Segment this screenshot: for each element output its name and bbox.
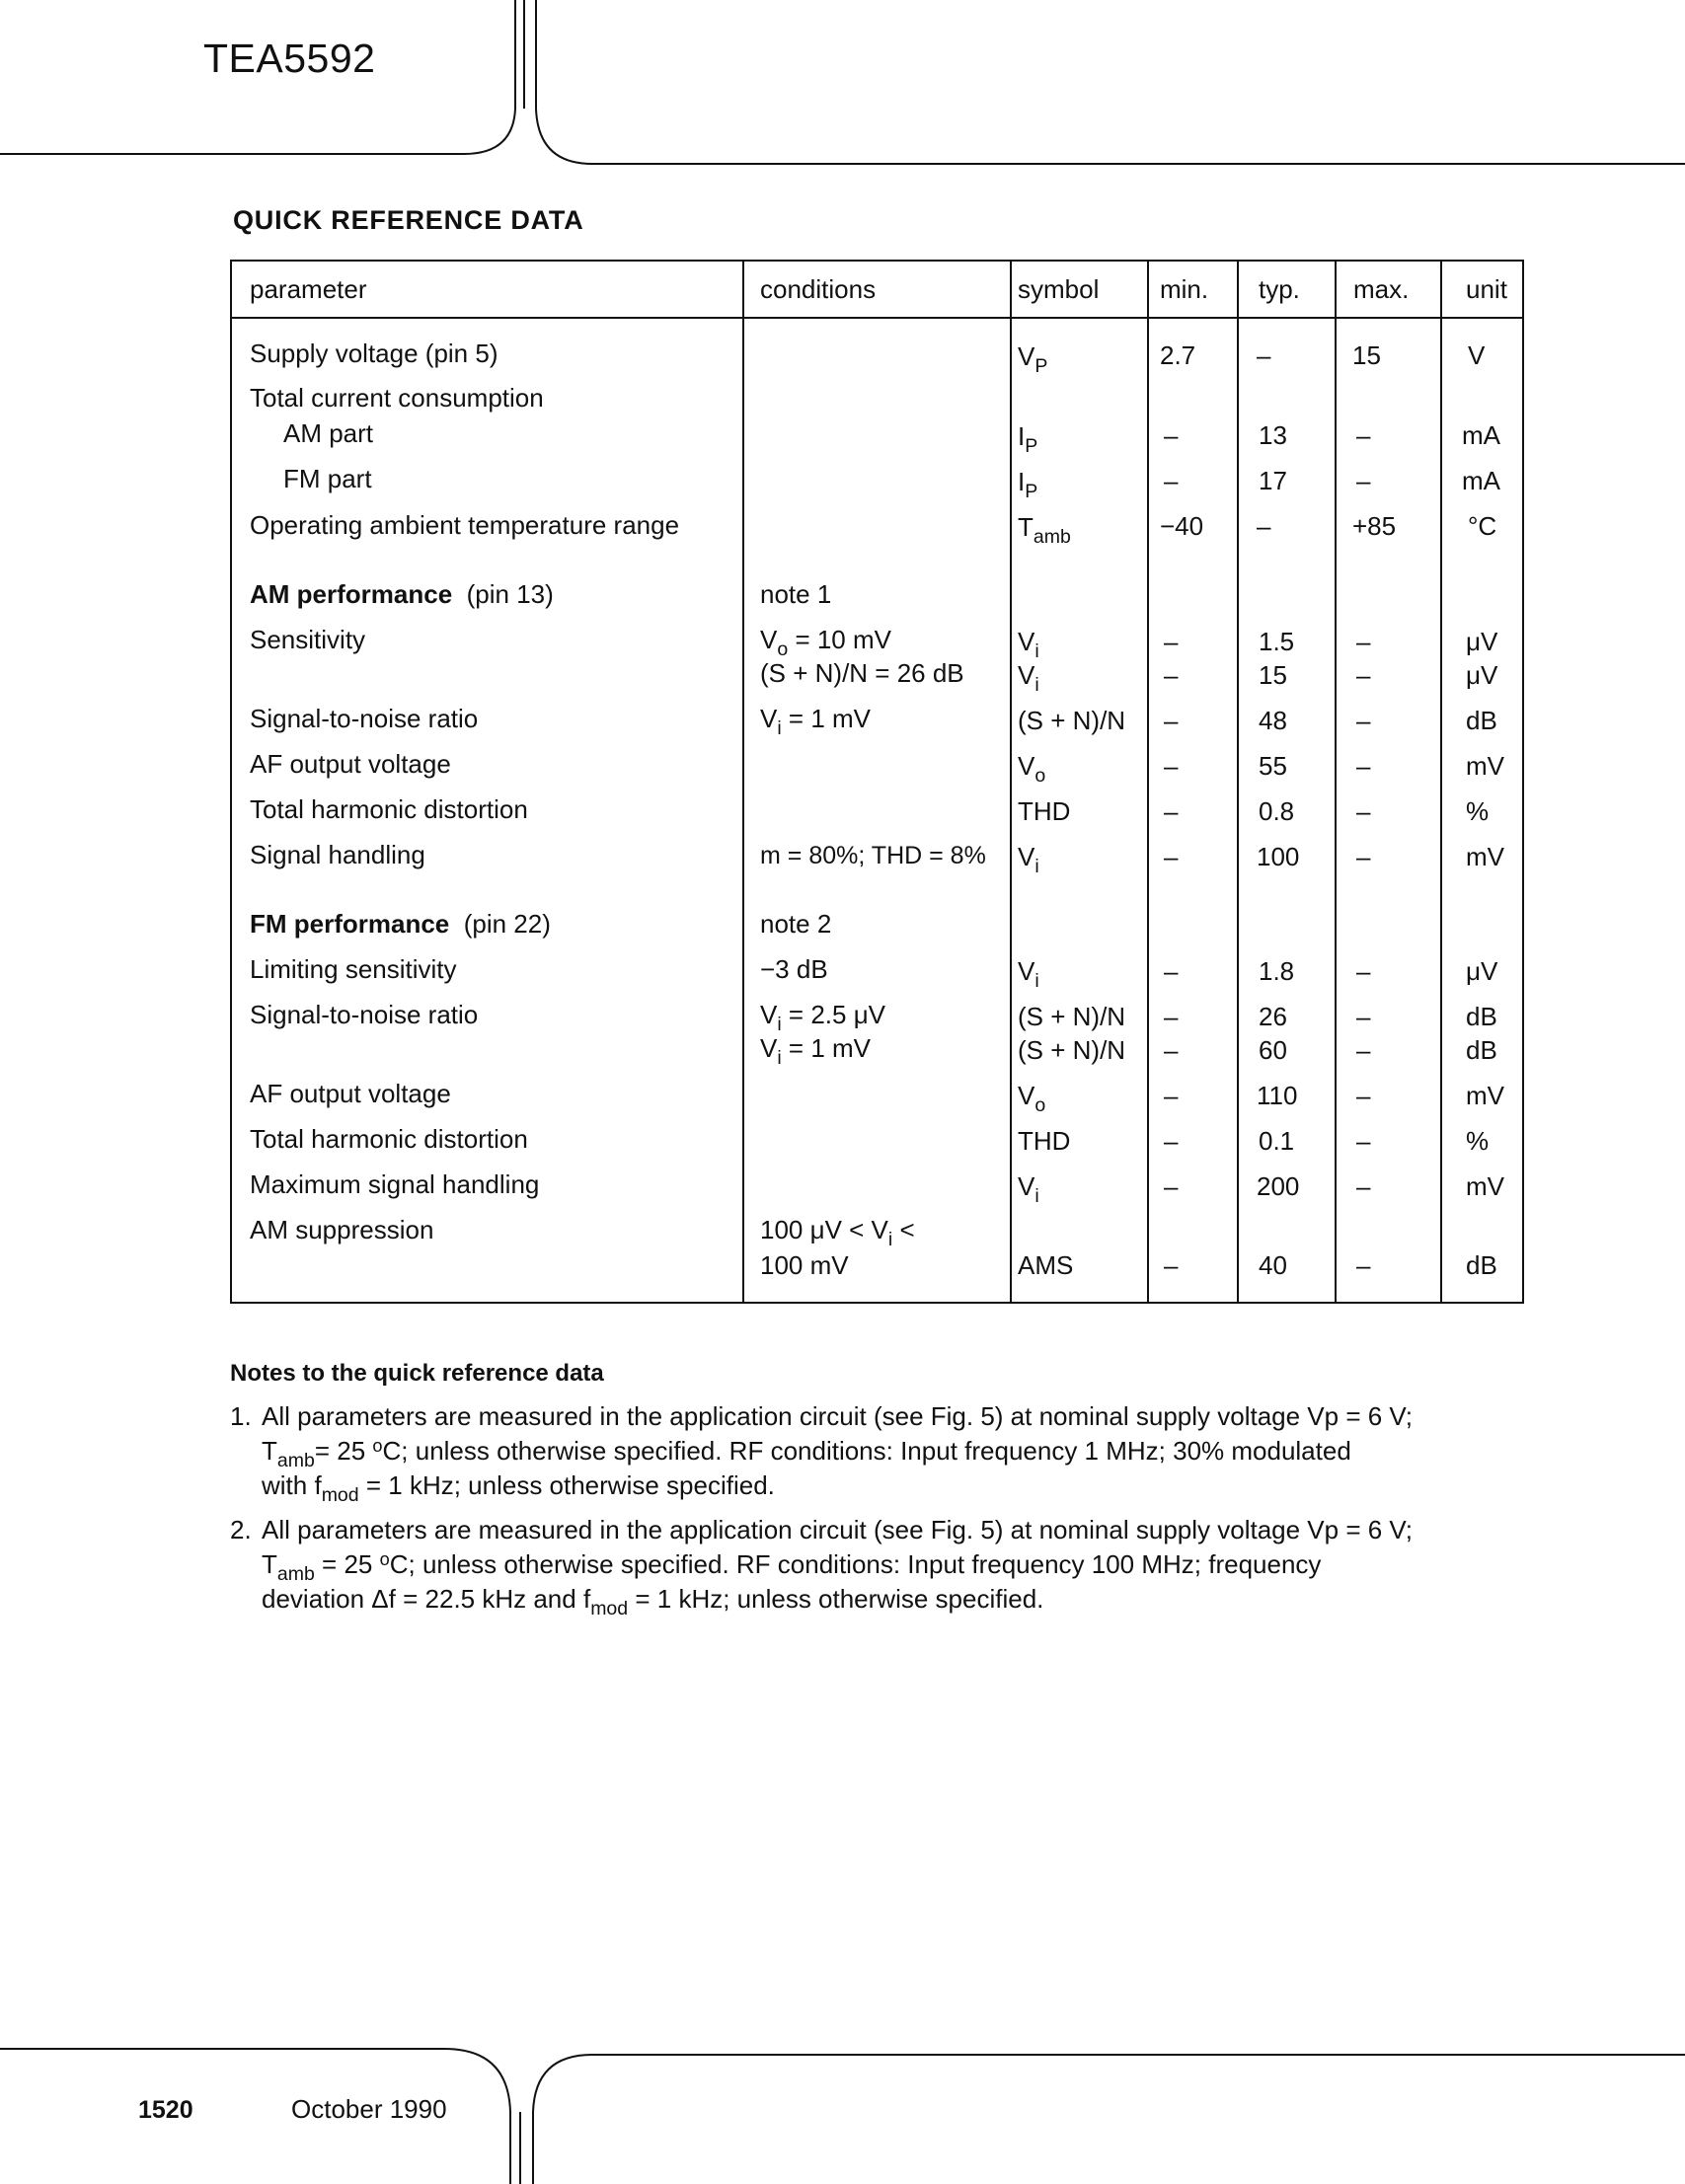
- cell-max: –: [1356, 796, 1371, 826]
- cell-typ: 1.5: [1259, 627, 1295, 656]
- cell-min: –: [1164, 1171, 1179, 1201]
- cell-symbol: THD: [1018, 1126, 1071, 1156]
- cell-typ: 100: [1257, 842, 1300, 871]
- cell-typ: 60: [1259, 1035, 1287, 1065]
- cell-max: –: [1356, 706, 1371, 735]
- cell-conditions: note 1: [760, 579, 832, 609]
- cell-unit: mA: [1462, 420, 1500, 450]
- col-header-symbol: symbol: [1018, 274, 1100, 304]
- col-rule: [1237, 262, 1239, 1302]
- cell-typ: 48: [1259, 706, 1287, 735]
- cell-min: –: [1164, 751, 1179, 781]
- cell-unit: μV: [1466, 956, 1498, 986]
- cell-parameter: Total harmonic distortion: [250, 794, 528, 824]
- cell-conditions: m = 80%; THD = 8%: [760, 842, 986, 869]
- cell-unit: dB: [1466, 1002, 1497, 1031]
- cell-min: –: [1164, 1250, 1179, 1280]
- cell-max: +85: [1352, 511, 1397, 541]
- cell-symbol: $T_{amb}$: [1018, 512, 1071, 548]
- cell-parameter: AM suppression: [250, 1215, 434, 1244]
- cell-typ: 200: [1257, 1171, 1300, 1201]
- cell-conditions: −3 dB: [760, 954, 828, 984]
- cell-symbol: $V_o$: [1018, 751, 1046, 787]
- cell-parameter: Total harmonic distortion: [250, 1124, 528, 1154]
- cell-parameter: FM part: [283, 464, 372, 493]
- cell-max: –: [1356, 660, 1371, 690]
- cell-typ: 15: [1259, 660, 1287, 690]
- cell-conditions: $V_i = 1$ mV: [760, 704, 872, 739]
- cell-symbol: $I_P$: [1018, 421, 1038, 457]
- cell-unit: %: [1466, 796, 1490, 826]
- header-rule-right: [536, 0, 1685, 164]
- cell-min: −40: [1160, 511, 1204, 541]
- cell-parameter: Limiting sensitivity: [250, 954, 457, 984]
- cell-parameter: Supply voltage (pin 5): [250, 339, 498, 368]
- cell-max: –: [1356, 1171, 1371, 1201]
- cell-typ: 0.1: [1259, 1126, 1295, 1156]
- cell-parameter: AF output voltage: [250, 1079, 451, 1108]
- cell-conditions: (S + N)/N = 26 dB: [760, 658, 964, 688]
- cell-parameter: AM performance (pin 13): [250, 579, 554, 609]
- cell-typ: 55: [1259, 751, 1287, 781]
- cell-max: –: [1356, 751, 1371, 781]
- cell-unit: °C: [1468, 511, 1497, 541]
- note-text: All parameters are measured in the application circuit (see Fig. 5) at nominal supply voltage Vp = 6 V; $T_{amb} = 25$ $^o$C; unless otherwise specified. RF conditions: Input frequency 100 MHz; frequency deviation Δf = 22.5 kHz and $f_{mod} = 1$ kHz; unless otherwise specified.: [262, 1515, 1414, 1619]
- cell-unit: mV: [1466, 751, 1504, 781]
- cell-min: –: [1164, 1081, 1179, 1110]
- cell-min: –: [1164, 956, 1179, 986]
- cell-unit: μV: [1466, 660, 1498, 690]
- note-number: 2.: [230, 1515, 252, 1544]
- col-header-unit: unit: [1466, 274, 1507, 304]
- cell-min: 2.7: [1160, 340, 1196, 370]
- cell-typ: 1.8: [1259, 956, 1295, 986]
- cell-typ: 0.8: [1259, 796, 1295, 826]
- cell-max: –: [1356, 1002, 1371, 1031]
- cell-parameter: Signal-to-noise ratio: [250, 1000, 479, 1029]
- footer-rule-right: [533, 2055, 1685, 2184]
- cell-parameter: Signal-to-noise ratio: [250, 704, 479, 733]
- cell-unit: mV: [1466, 842, 1504, 871]
- cell-parameter: Maximum signal handling: [250, 1169, 540, 1199]
- cell-unit: dB: [1466, 706, 1497, 735]
- cell-typ: 17: [1259, 466, 1287, 495]
- note-text: All parameters are measured in the application circuit (see Fig. 5) at nominal supply voltage Vp = 6 V; $T_{amb}= 25$ $^o$C; unless otherwise specified. RF conditions: Input frequency 1 MHz; 30% modulated with $f_{mod} = 1$ kHz; unless otherwise specified.: [262, 1401, 1414, 1506]
- cell-symbol: $V_i$: [1018, 842, 1039, 877]
- section-title: QUICK REFERENCE DATA: [233, 205, 584, 235]
- cell-typ: 26: [1259, 1002, 1287, 1031]
- cell-min: –: [1164, 1126, 1179, 1156]
- part-number: TEA5592: [203, 36, 376, 81]
- cell-unit: dB: [1466, 1035, 1497, 1065]
- cell-parameter: AF output voltage: [250, 749, 451, 779]
- cell-min: –: [1164, 1035, 1179, 1065]
- col-rule: [1440, 262, 1442, 1302]
- cell-max: –: [1356, 1250, 1371, 1280]
- cell-unit: %: [1466, 1126, 1490, 1156]
- cell-min: –: [1164, 420, 1179, 450]
- note-number: 1.: [230, 1401, 252, 1431]
- cell-parameter: FM performance (pin 22): [250, 909, 551, 939]
- cell-parameter: AM part: [283, 418, 374, 448]
- cell-parameter: Sensitivity: [250, 625, 366, 654]
- col-rule: [1147, 262, 1149, 1302]
- cell-symbol: $V_i$: [1018, 660, 1039, 696]
- cell-min: –: [1164, 796, 1179, 826]
- cell-symbol: (S + N)/N: [1018, 1002, 1126, 1031]
- cell-max: 15: [1352, 340, 1381, 370]
- page-number: 1520: [138, 2096, 193, 2124]
- notes-title: Notes to the quick reference data: [230, 1360, 604, 1387]
- cell-parameter: Total current consumption: [250, 383, 544, 413]
- col-header-min: min.: [1160, 274, 1209, 304]
- cell-symbol: THD: [1018, 796, 1071, 826]
- cell-max: –: [1356, 1035, 1371, 1065]
- col-rule: [1010, 262, 1012, 1302]
- cell-symbol: $I_P$: [1018, 467, 1038, 502]
- cell-max: –: [1356, 627, 1371, 656]
- cell-unit: μV: [1466, 627, 1498, 656]
- cell-max: –: [1356, 1126, 1371, 1156]
- cell-typ: –: [1257, 511, 1271, 541]
- header-rule: [232, 317, 1522, 319]
- cell-symbol: $V_o$: [1018, 1081, 1046, 1116]
- cell-unit: mV: [1466, 1081, 1504, 1110]
- col-header-parameter: parameter: [250, 274, 367, 304]
- cell-symbol: $V_P$: [1018, 341, 1048, 377]
- cell-min: –: [1164, 842, 1179, 871]
- cell-conditions: note 2: [760, 909, 832, 939]
- cell-max: –: [1356, 466, 1371, 495]
- cell-conditions: 100 $\mu V < V_i$ <: [760, 1215, 915, 1250]
- cell-symbol: $V_i$: [1018, 1171, 1039, 1207]
- cell-conditions-line2: 100 mV: [760, 1250, 849, 1280]
- cell-unit: mA: [1462, 466, 1500, 495]
- cell-min: –: [1164, 466, 1179, 495]
- col-header-conditions: conditions: [760, 274, 877, 304]
- cell-symbol: $V_i$: [1018, 956, 1039, 992]
- col-header-typ: typ.: [1259, 274, 1300, 304]
- cell-typ: 40: [1259, 1250, 1287, 1280]
- cell-unit: mV: [1466, 1171, 1504, 1201]
- col-rule: [1335, 262, 1337, 1302]
- cell-symbol: (S + N)/N: [1018, 1035, 1126, 1065]
- cell-parameter: Operating ambient temperature range: [250, 510, 680, 540]
- col-header-max: max.: [1353, 274, 1410, 304]
- note-2: [230, 1513, 1553, 1617]
- quick-reference-table: [230, 260, 1524, 1304]
- cell-symbol: (S + N)/N: [1018, 706, 1126, 735]
- cell-unit: V: [1468, 340, 1486, 370]
- cell-symbol: $V_i$: [1018, 627, 1039, 662]
- cell-max: –: [1356, 420, 1371, 450]
- cell-typ: –: [1257, 340, 1271, 370]
- cell-conditions: $V_i = 1$ mV: [760, 1033, 872, 1069]
- col-rule: [742, 262, 744, 1302]
- cell-min: –: [1164, 627, 1179, 656]
- cell-min: –: [1164, 706, 1179, 735]
- cell-typ: 110: [1257, 1081, 1298, 1110]
- cell-unit: dB: [1466, 1250, 1497, 1280]
- note-1: [230, 1399, 1553, 1506]
- cell-min: –: [1164, 660, 1179, 690]
- cell-max: –: [1356, 956, 1371, 986]
- cell-conditions: $V_o = 10$ mV: [760, 625, 891, 660]
- page-date: October 1990: [291, 2094, 447, 2124]
- cell-conditions: $V_i = 2.5$ μV: [760, 1000, 886, 1035]
- cell-typ: 13: [1259, 420, 1287, 450]
- cell-max: –: [1356, 842, 1371, 871]
- cell-max: –: [1356, 1081, 1371, 1110]
- cell-symbol: AMS: [1018, 1250, 1074, 1280]
- cell-min: –: [1164, 1002, 1179, 1031]
- cell-parameter: Signal handling: [250, 840, 425, 869]
